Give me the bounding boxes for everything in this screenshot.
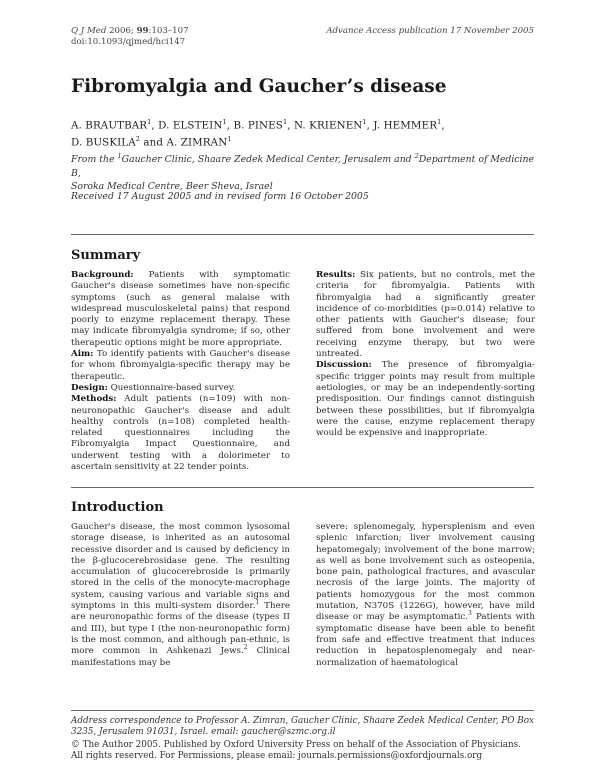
- summary-design: Design: Questionnaire-based survey.: [71, 382, 236, 393]
- summary-background: Background: Patients with symptomatic Gaucher's disease sometimes have non-specific symptoms (such as general malaise with widespread musculoskeletal pains) that respond poorly to enzyme replacement therapy. These may indicate fibromyalgia syndrome; if so, other therapeutic options might be more appropriate.: [71, 270, 290, 348]
- doi: doi:10.1093/qjmed/hci147: [71, 37, 186, 47]
- running-header-citation: [71, 26, 189, 48]
- footer-divider: [71, 710, 534, 711]
- author-name: D. ELSTEIN: [158, 119, 223, 132]
- introduction-left-column: Gaucher's disease, the most common lysosomal storage disease, is inherited as an autosomal recessive disorder and is caused by deficiency in the β-glucocerebrosidase gene. The resulting accumulation of glucocerebroside is primarily stored in the cells of the monocyte-macrophage system, causing various and variable signs and symptoms in this multi-system disorder.$^1$ There are neuronopathic forms of the disease (types II and III), but type I (the non-neuronopathic form) is the most common, and although pan-ethnic, is more common in Ashkenazi Jews.$^2$ Clinical manifestations may be: [71, 522, 290, 668]
- summary-divider: [71, 234, 534, 235]
- summary-right-column: [316, 270, 535, 478]
- author-name: A. BRAUTBAR: [71, 119, 148, 132]
- author-name: B. PINES: [233, 119, 283, 132]
- summary-discussion: Discussion: The presence of fibromyalgia-specific trigger points may result from multiple aetiologies, or may be an independently-sorting predisposition. Our findings cannot distinguish between these possibilities, but if fibromyalgia were the cause, enzyme replacement therapy would be expensive and inappropriate.: [316, 360, 535, 439]
- journal-name: Q J Med: [71, 26, 107, 36]
- correspondence-address: Address correspondence to Professor A. Zimran, Gaucher Clinic, Shaare Zedek Medical Center, PO Box 3235, Jerusalem 91031, Israel. email: gaucher@szmc.org.il: [71, 716, 535, 738]
- author-affiliation-marker: 1: [282, 118, 288, 126]
- journal-volume: 99: [136, 26, 149, 36]
- introduction-divider: [71, 487, 534, 488]
- author-affiliation-marker: 1: [222, 118, 227, 126]
- author-name: A. ZIMRAN: [166, 136, 228, 149]
- summary-methods: Methods: Adult patients (n=109) with non-neuronopathic Gaucher's disease and adult healthy controls (n=108) completed health-related questionnaires including the Fibromyalgia Impact Questionnaire, and underwent testing with a dolorimeter to ascertain sensitivity at 22 tender points.: [71, 394, 290, 473]
- author-list: [71, 116, 541, 150]
- author-name: J. HEMMER: [373, 119, 438, 132]
- author-name: N. KRIENEN: [293, 119, 363, 132]
- introduction-right-column: severe: splenomegaly, hypersplenism and even splenic infarction; liver involvement causing hepatomegaly; involvement of the bone marrow; as well as bone involvement such as osteopenia, bone pain, pathological fractures, and avascular necrosis of the large joints. The majority of patients homozygous for the most common mutation, N370S (1226G), however, have mild disease or may be asymptomatic.$^3$ Patients with symptomatic disease have been able to benefit from safe and effective treatment that induces reduction in hepatosplenomegaly and near-normalization of haematological: [316, 522, 535, 668]
- author-line-2: D. BUSKILA$^2$ and A. ZIMRAN$^1$: [71, 134, 232, 149]
- author-affiliation-marker: 1: [437, 118, 442, 126]
- author-line-1: A. BRAUTBAR$^1$, D. ELSTEIN$^1$, B. PINES$^1$, N. KRIENEN$^1$, J. HEMMER$^1$,: [71, 118, 445, 132]
- article-title: Fibromyalgia and Gaucher’s disease: [71, 76, 447, 97]
- author-affiliation-marker: 1: [147, 118, 152, 126]
- author-affiliation-marker: 1: [227, 134, 232, 143]
- summary-results: Results: Six patients, but no controls, met the criteria for fibromyalgia. Patients with fibromyalgia had a significantly greater incidence of co-morbidities (p=0.014) relative to other patients with Gaucher's disease; four suffered from bone involvement and were receiving enzyme therapy, but two were untreated.: [316, 270, 535, 360]
- permissions-notice: All rights reserved. For Permissions, please email: journals.permissions@oxfordjournals.org: [71, 751, 483, 761]
- author-affiliation-marker: 2: [135, 134, 141, 143]
- introduction-heading: Introduction: [71, 500, 164, 515]
- summary-heading: Summary: [71, 248, 141, 263]
- author-name: D. BUSKILA: [71, 136, 136, 149]
- summary-left-column: [71, 270, 290, 478]
- advance-access-note: Advance Access publication 17 November 2005: [326, 26, 534, 36]
- affiliation: From the $^1$Gaucher Clinic, Shaare Zedek Medical Center, Jerusalem and $^2$Department of Medicine B, Soroka Medical Centre, Beer Sheva, Israel: [71, 152, 534, 193]
- journal-pages: :103–107: [148, 26, 189, 36]
- copyright-notice: © The Author 2005. Published by Oxford University Press on behalf of the Association of Physicians.: [71, 740, 521, 750]
- summary-aim: Aim: To identify patients with Gaucher's disease for whom fibromyalgia-specific therapy may be therapeutic.: [71, 349, 290, 382]
- journal-year: 2006;: [109, 26, 137, 36]
- received-dates: Received 17 August 2005 and in revised form 16 October 2005: [71, 191, 369, 202]
- author-affiliation-marker: 1: [362, 118, 367, 126]
